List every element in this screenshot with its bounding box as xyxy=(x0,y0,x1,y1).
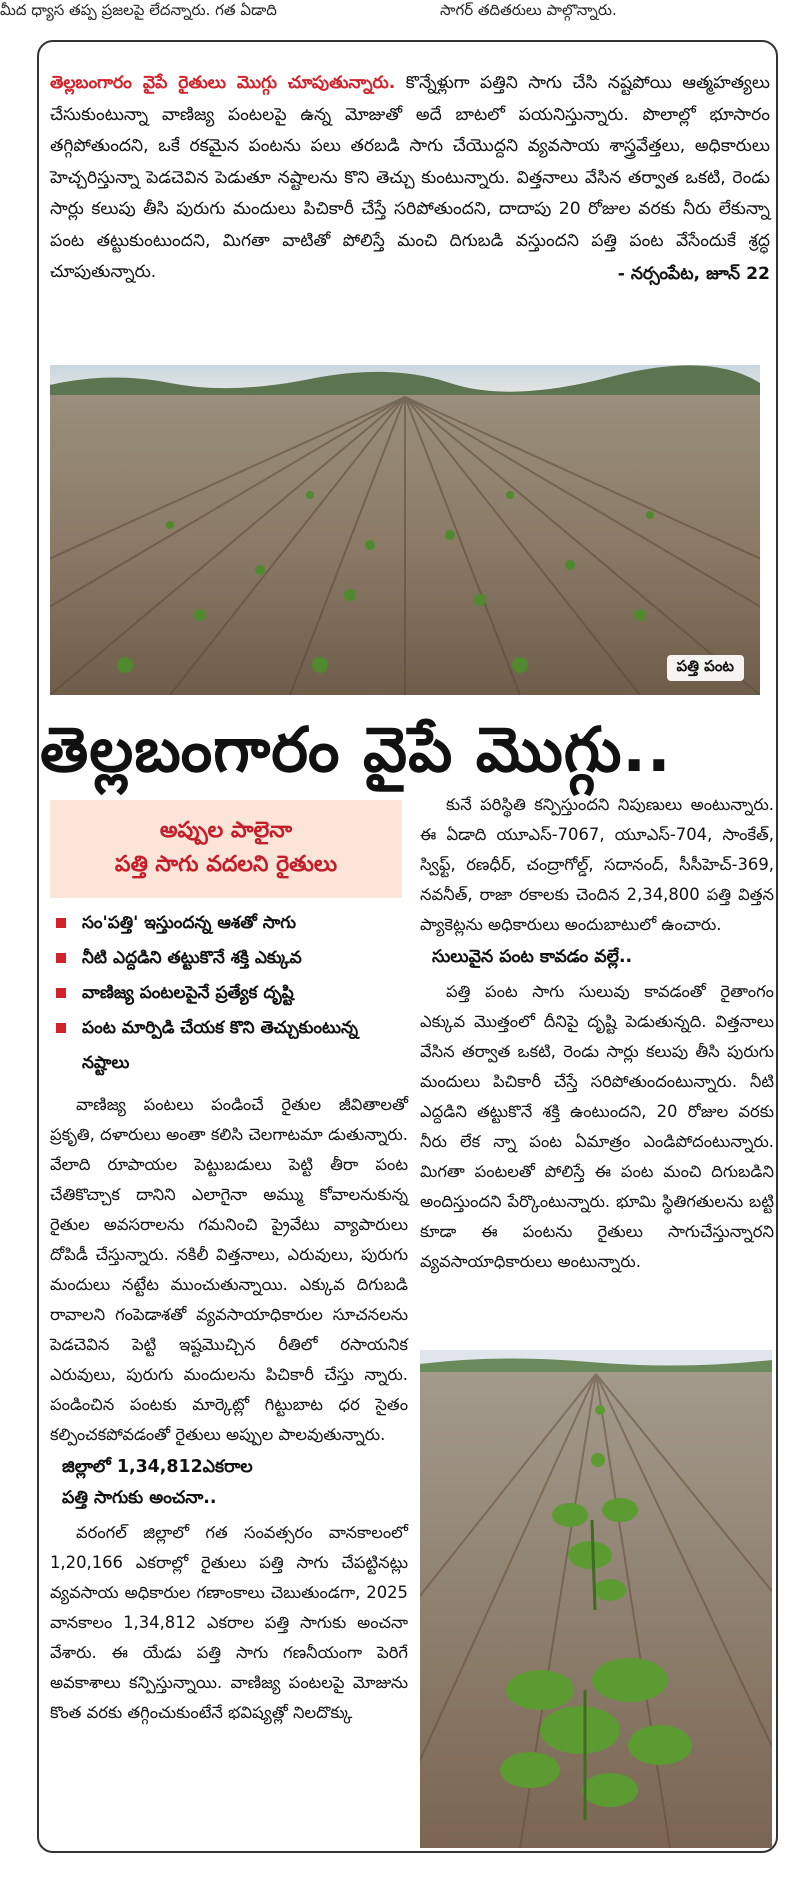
cotton-field-image xyxy=(50,365,760,695)
subhead-district-estimate xyxy=(50,1452,408,1514)
highlight-item: పంట మార్పిడి చేయక కొని తెచ్చుకుంటున్న నష్టాలు xyxy=(50,1011,410,1081)
highlights-title xyxy=(50,800,402,898)
headline: తెల్లబంగారం వైపే మొగ్గు.. xyxy=(40,713,672,786)
highlights-title-line1: అప్పుల పాలైనా xyxy=(159,818,293,843)
right-paragraph-2: పత్తి పంట సాగు సులువు కావడంతో రైతాంగం ఎక్కువ మొత్తంలో దీనిపై దృష్టి పెడుతున్నది. విత్తనాలు వేసిన తర్వాత ఒకటి, రెండు సార్లు కలుపు తీసి పురుగు మందులు పిచికారీ చేస్తే సరిపోతుందంటున్నారు. నీటి ఎద్దడిని తట్టుకొనే శక్తి ఉంటుందని, 20 రోజుల వరకు నీరు లేక న్నా పంట ఏమాత్రం ఎండిపోదంటున్నారు. మిగతా పంటలతో పోలిస్తే ఈ పంట మంచి దిగుబడిని అందిస్తుందని పేర్కొంటున్నారు. భూమి స్థితిగతులను బట్టి కూడా ఈ పంటను రైతులు సాగుచేస్తున్నారని వ్యవసాయాధికారులు అంటున్నారు. xyxy=(420,982,774,1271)
lead-paragraph xyxy=(50,68,770,291)
previous-article-left: మీద ధ్యాస తప్ప ప్రజలపై లేదన్నారు. గత ఏడాది xyxy=(0,1,277,19)
subhead-line2: పత్తి సాగుకు అంచనా.. xyxy=(62,1488,217,1508)
lead-highlight: తెల్లబంగారం వైపే రైతులు మొగ్గు చూపుతున్నారు. xyxy=(50,73,396,93)
left-paragraph-2: వరంగల్ జిల్లాలో గత సంవత్సరం వానకాలంలో 1,20,166 ఎకరాల్లో రైతులు పత్తి సాగు చేపట్టినట్లు వ్యవసాయ అధికారుల గణాంకాలు చెబుతుండగా, 2025 వానకాలం 1,34,812 ఎకరాల పత్తి సాగుకు అంచనా వేశారు. ఈ యేడు పత్తి సాగు గణనీయంగా పెరిగే అవకాశాలు కన్పిస్తున్నాయి. వాణిజ్య పంటలపై మోజును కొంత వరకు తగ్గించుకుంటేనే భవిష్యత్లో నిలదొక్కు xyxy=(50,1523,408,1722)
previous-article-right: సాగర్ తదితరులు పాల్గొన్నారు. xyxy=(440,1,617,19)
right-paragraph-1: కునే పరిస్థితి కన్పిస్తుందని నిపుణులు అంటున్నారు. ఈ ఏడాది యూఎస్-7067, యూఎస్-704, సాంకేత్, స్విఫ్ట్, రణధీర్, చంద్రాగోల్డ్, సదానంద్, సీసీహెచ్-369, నవనీత్, రాజా రకాలకు చెందిన 2,34,800 పత్తి విత్తన ప్యాకెట్లను అధికారులు అందుబాటులో ఉంచారు. xyxy=(420,795,774,934)
highlights-title-line2: పత్తి సాగు వదలని రైతులు xyxy=(114,852,338,877)
previous-article-fragment xyxy=(0,0,800,22)
highlights-list xyxy=(50,906,410,1081)
cotton-field-photo xyxy=(50,365,760,695)
highlight-item: సం'పత్తి' ఇస్తుందన్న ఆశతో సాగు xyxy=(50,906,410,941)
lead-body: కొన్నేళ్లుగా పత్తిని సాగు చేసి నష్టపోయి ఆత్మహత్యలు చేసుకుంటున్నా వాణిజ్య పంటలపై ఉన్న మోజుతో అదే బాటలో పయనిస్తున్నారు. పొలాల్లో భూసారం తగ్గిపోతుందని, ఒకే రకమైన పంటను పలు తరబడి సాగు చేయొద్దని వ్యవసాయ శాస్త్రవేత్తలు, అధికారులు హెచ్చరిస్తున్నా పెడచెవిన పెడుతూ నష్టాలను కొని తెచ్చు కుంటున్నారు. విత్తనాలు వేసిన తర్వాత ఒకటి, రెండు సార్లు కలుపు తీసి పురుగు మందులు పిచికారీ చేస్తే సరిపోతుందని, దాదాపు 20 రోజుల వరకు నీరు లేకున్నా పంట తట్టుకుంటుందని, మిగతా వాటితో పోలిస్తే మంచి దిగుబడి వస్తుందని పత్తి పంట వేసేందుకే శ్రద్ధ చూపుతున్నారు. xyxy=(50,73,770,282)
photo-caption: పత్తి పంట xyxy=(667,655,744,681)
highlight-item: నీటి ఎద్దడిని తట్టుకొనే శక్తి ఎక్కువ xyxy=(50,941,410,976)
left-column xyxy=(50,1090,408,1728)
subhead-easy-crop: సులువైన పంట కావడం వల్లే.. xyxy=(432,947,633,967)
left-paragraph-1: వాణిజ్య పంటలు పండించే రైతుల జీవితాలతో ప్రకృతి, దళారులు అంతా కలిసి చెలగాటమా డుతున్నారు. వేలాది రూపాయల పెట్టుబడులు పెట్టి తీరా పంట చేతికొచ్చాక దానిని ఎలాగైనా అమ్ము కోవాలనుకున్న రైతుల అవసరాలను గమనించి ప్రైవేటు వ్యాపారులు దోపిడీ చేస్తున్నారు. నకిలీ విత్తనాలు, ఎరువులు, పురుగు మందులు నట్టేట ముంచుతున్నాయి. ఎక్కువ దిగుబడి రావాలని గంపెడాశతో వ్యవసాయాధికారుల సూచనలను పెడచెవిన పెట్టి ఇష్టమొచ్చిన రీతిలో రసాయనిక ఎరువులు, పురుగు మందులను పిచికారీ చేస్తు న్నారు. పండించిన పంటకు మార్కెట్లో గిట్టుబాట ధర సైతం కల్పించకపోవడంతో రైతులు అప్పుల పాలవుతున్నారు. xyxy=(50,1095,408,1444)
dateline: - నర్సంపేట, జూన్ 22 xyxy=(617,264,770,284)
cotton-plant-image xyxy=(420,1350,772,1848)
subhead-line1: జిల్లాలో 1,34,812ఎకరాల xyxy=(62,1457,253,1477)
right-column xyxy=(420,790,774,1277)
cotton-plant-photo xyxy=(420,1350,772,1848)
highlight-item: వాణిజ్య పంటలపైనే ప్రత్యేక దృష్టి xyxy=(50,976,410,1011)
highlights-box xyxy=(50,800,410,1073)
